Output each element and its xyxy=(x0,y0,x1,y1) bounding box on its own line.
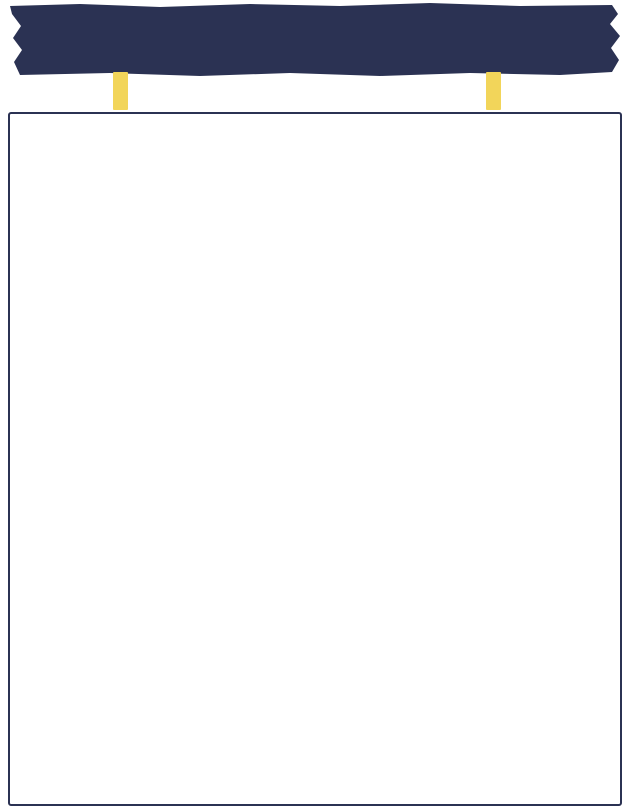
title-banner xyxy=(0,0,630,90)
banner-torn-paper xyxy=(10,3,620,76)
tape-left xyxy=(113,72,128,110)
tape-right xyxy=(486,72,501,110)
table-body xyxy=(10,114,620,804)
banner-shape xyxy=(0,0,630,90)
support-table xyxy=(8,112,622,806)
